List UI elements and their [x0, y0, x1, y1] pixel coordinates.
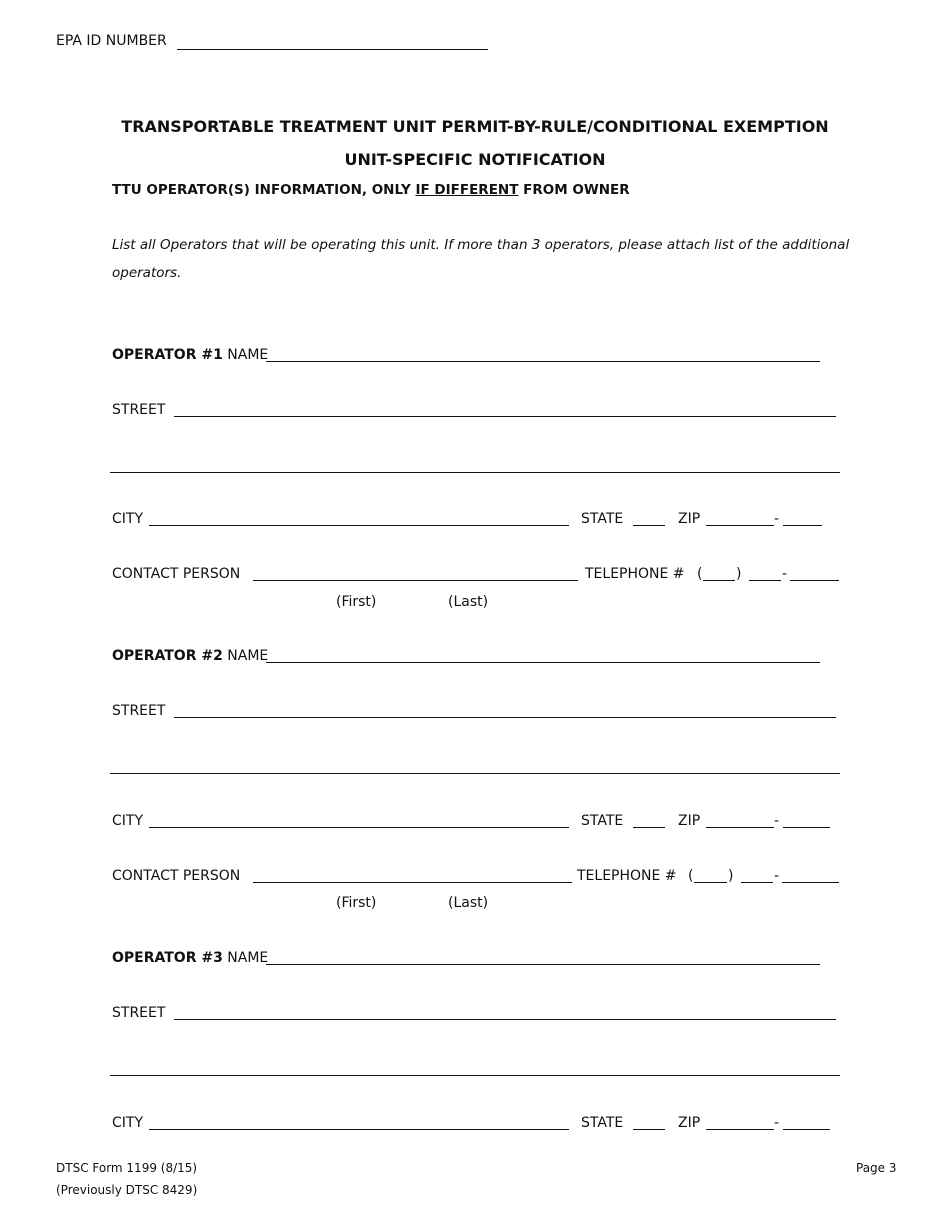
operator1-last-hint: (Last) [448, 594, 489, 610]
operator2-last-hint: (Last) [448, 895, 489, 911]
operator3-city-field[interactable] [149, 1113, 569, 1130]
operator1-zip-label: ZIP [678, 511, 701, 527]
operator2-zip-ext-field[interactable] [783, 811, 830, 828]
epa-id-field[interactable] [177, 33, 488, 50]
operator3-name-field[interactable] [266, 948, 820, 965]
operator1-first-hint: (First) [336, 594, 377, 610]
section-heading: TTU OPERATOR(S) INFORMATION, ONLY IF DIFFERENT FROM OWNER [112, 182, 630, 198]
operator1-name-label: OPERATOR #1 NAME [112, 347, 269, 363]
operator1-street-field[interactable] [174, 400, 836, 417]
operator3-street-label: STREET [112, 1005, 166, 1021]
operator1-area-close: ) [736, 566, 742, 582]
operator1-zip-ext-field[interactable] [783, 509, 822, 526]
operator3-city-label: CITY [112, 1115, 144, 1131]
operator1-state-label: STATE [581, 511, 624, 527]
operator2-city-label: CITY [112, 813, 144, 829]
operator1-telephone-label: TELEPHONE # [585, 566, 685, 582]
operator3-state-label: STATE [581, 1115, 624, 1131]
operator2-phone-prefix-field[interactable] [741, 866, 773, 883]
operator3-zip-sep: - [774, 1115, 780, 1131]
operator2-first-hint: (First) [336, 895, 377, 911]
form-subtitle: UNIT-SPECIFIC NOTIFICATION [344, 150, 606, 169]
operator2-street-field-2[interactable] [110, 757, 840, 774]
operator1-contact-field[interactable] [253, 564, 578, 581]
operator1-street-label: STREET [112, 402, 166, 418]
operator1-zip-field[interactable] [706, 509, 774, 526]
operator2-contact-field[interactable] [253, 866, 572, 883]
operator2-street-label: STREET [112, 703, 166, 719]
operator3-street-field-2[interactable] [110, 1059, 840, 1076]
operator1-zip-sep: - [774, 511, 780, 527]
epa-id-label: EPA ID NUMBER [56, 33, 167, 49]
operator2-area-code-field[interactable] [694, 866, 727, 883]
operator3-zip-field[interactable] [706, 1113, 774, 1130]
operator2-zip-label: ZIP [678, 813, 701, 829]
operator1-tel-sep: - [782, 566, 788, 582]
operator1-area-code-field[interactable] [703, 564, 735, 581]
previous-form-number: (Previously DTSC 8429) [56, 1183, 198, 1197]
operator3-street-field[interactable] [174, 1003, 836, 1020]
operator3-name-label: OPERATOR #3 NAME [112, 950, 269, 966]
operator1-city-field[interactable] [149, 509, 569, 526]
operator1-state-field[interactable] [633, 509, 665, 526]
operator1-city-label: CITY [112, 511, 144, 527]
operator2-phone-line-field[interactable] [782, 866, 839, 883]
operator3-zip-label: ZIP [678, 1115, 701, 1131]
operator1-area-open: ( [697, 566, 703, 582]
operator2-telephone-label: TELEPHONE # [577, 868, 677, 884]
operator2-name-field[interactable] [266, 646, 820, 663]
operator2-zip-field[interactable] [706, 811, 774, 828]
operator1-phone-line-field[interactable] [790, 564, 839, 581]
operator2-area-open: ( [688, 868, 694, 884]
operator1-name-field[interactable] [266, 345, 820, 362]
form-title: TRANSPORTABLE TREATMENT UNIT PERMIT-BY-RULE/CONDITIONAL EXEMPTION [121, 117, 829, 136]
operator2-street-field[interactable] [174, 701, 836, 718]
operator2-name-label: OPERATOR #2 NAME [112, 648, 269, 664]
operator2-contact-label: CONTACT PERSON [112, 868, 241, 884]
operator2-state-field[interactable] [633, 811, 665, 828]
operator1-phone-prefix-field[interactable] [749, 564, 781, 581]
instructions-line2: operators. [112, 265, 182, 281]
operator2-zip-sep: - [774, 813, 780, 829]
operator2-area-close: ) [728, 868, 734, 884]
operator3-state-field[interactable] [633, 1113, 665, 1130]
form-number: DTSC Form 1199 (8/15) [56, 1161, 198, 1175]
operator2-state-label: STATE [581, 813, 624, 829]
instructions-line1: List all Operators that will be operating this unit. If more than 3 operators, please attach list of the additional [112, 237, 850, 253]
operator3-zip-ext-field[interactable] [783, 1113, 830, 1130]
operator2-city-field[interactable] [149, 811, 569, 828]
operator1-contact-label: CONTACT PERSON [112, 566, 241, 582]
operator1-street-field-2[interactable] [110, 456, 840, 473]
page-number: Page 3 [856, 1161, 897, 1175]
operator2-tel-sep: - [774, 868, 780, 884]
